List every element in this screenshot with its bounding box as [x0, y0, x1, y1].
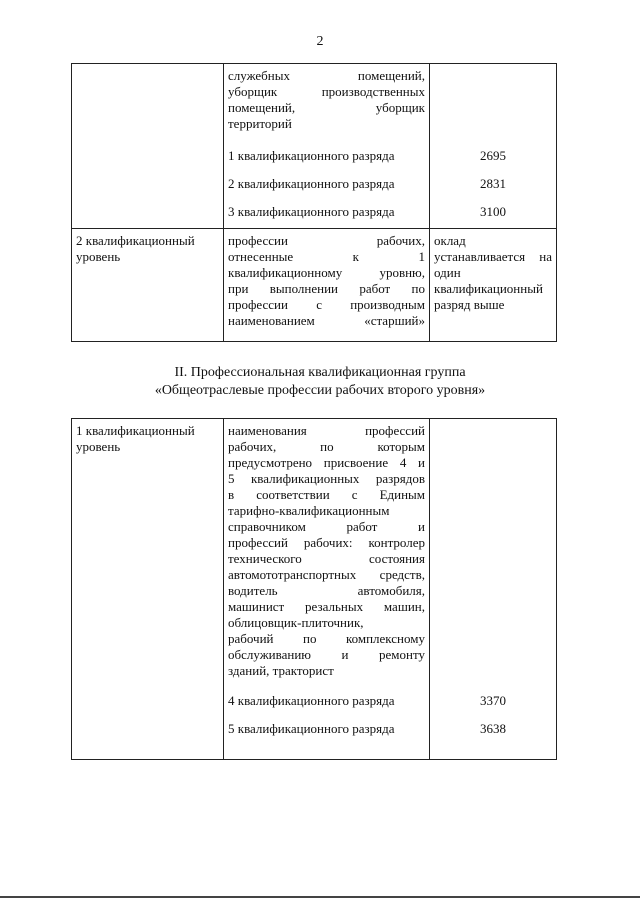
salary-value: 2831 [480, 176, 506, 191]
text-line: технического состояния [228, 551, 425, 566]
level-label: 1 квалификационный уровень [76, 423, 195, 454]
text-line: уборщик производственных [228, 84, 425, 99]
salary-value: 3100 [480, 204, 506, 219]
text-line: зданий, тракторист [228, 663, 334, 678]
salary-value: 3370 [480, 693, 506, 708]
grade-label: 4 квалификационного разряда [228, 693, 395, 708]
level-cell [72, 64, 224, 229]
salary-cell [430, 419, 557, 760]
text-line: один [434, 265, 461, 280]
professions-cell [224, 419, 430, 760]
text-line: тарифно-квалификационным [228, 503, 390, 518]
grade-row [228, 715, 425, 743]
text-line: наименования профессий [228, 423, 425, 438]
text-line: наименованием «старший» [228, 313, 425, 328]
text-line: машинист резальных машин, [228, 599, 425, 614]
text-line: территорий [228, 116, 292, 131]
professions-cell [224, 64, 430, 229]
text-line: устанавливается на [434, 249, 552, 264]
grade-row [228, 687, 425, 715]
table-row [72, 419, 557, 760]
grade-row [228, 198, 425, 226]
section-title [0, 364, 640, 400]
salary-value: 2695 [480, 148, 506, 163]
text-line: профессий рабочих: контролер [228, 535, 425, 550]
salary-note-cell [430, 229, 557, 342]
text-line: облицовщик-плиточник, [228, 615, 364, 630]
table-row [72, 64, 557, 229]
page-number: 2 [316, 34, 324, 49]
text-line: 5 квалификационных разрядов [228, 471, 425, 486]
text-line: автомототранспортных средств, [228, 567, 425, 582]
section-title-line: II. Профессиональная квалификационная группа [174, 365, 466, 380]
grade-row [228, 170, 425, 198]
text-line: помещений, уборщик [228, 100, 425, 115]
level-cell [72, 229, 224, 342]
text-line: рабочий по комплексному [228, 631, 425, 646]
text-line: рабочих, по которым [228, 439, 425, 454]
salary-table-group-2 [71, 418, 557, 760]
text-line: справочником работ и [228, 519, 425, 534]
text-line: квалификационный [434, 281, 543, 296]
salary-cell [430, 64, 557, 229]
text-line: разряд выше [434, 297, 505, 312]
table-row [72, 229, 557, 342]
text-line: обслуживанию и ремонту [228, 647, 425, 662]
professions-cell [224, 229, 430, 342]
section-title-line: «Общеотраслевые профессии рабочих второго уровня» [154, 383, 486, 398]
salary-table-group-1-continued [71, 63, 557, 342]
grade-label: 2 квалификационного разряда [228, 176, 395, 191]
grade-label: 5 квалификационного разряда [228, 721, 395, 736]
text-line: квалификационному уровню, [228, 265, 425, 280]
text-line: профессии с производным [228, 297, 425, 312]
text-line: предусмотрено присвоение 4 и [228, 455, 425, 470]
salary-value: 3638 [480, 721, 506, 736]
text-line: оклад [434, 233, 466, 248]
grade-label: 3 квалификационного разряда [228, 204, 395, 219]
text-line: в соответствии с Единым [228, 487, 425, 502]
grade-label: 1 квалификационного разряда [228, 148, 395, 163]
text-line: при выполнении работ по [228, 281, 425, 296]
text-line: профессии рабочих, [228, 233, 425, 248]
text-line: служебных помещений, [228, 68, 425, 83]
page-bottom-rule [0, 896, 640, 898]
level-label: 2 квалификационный уровень [76, 233, 195, 264]
grade-row [228, 142, 425, 170]
text-line: отнесенные к 1 [228, 249, 425, 264]
text-line: водитель автомобиля, [228, 583, 425, 598]
level-cell [72, 419, 224, 760]
